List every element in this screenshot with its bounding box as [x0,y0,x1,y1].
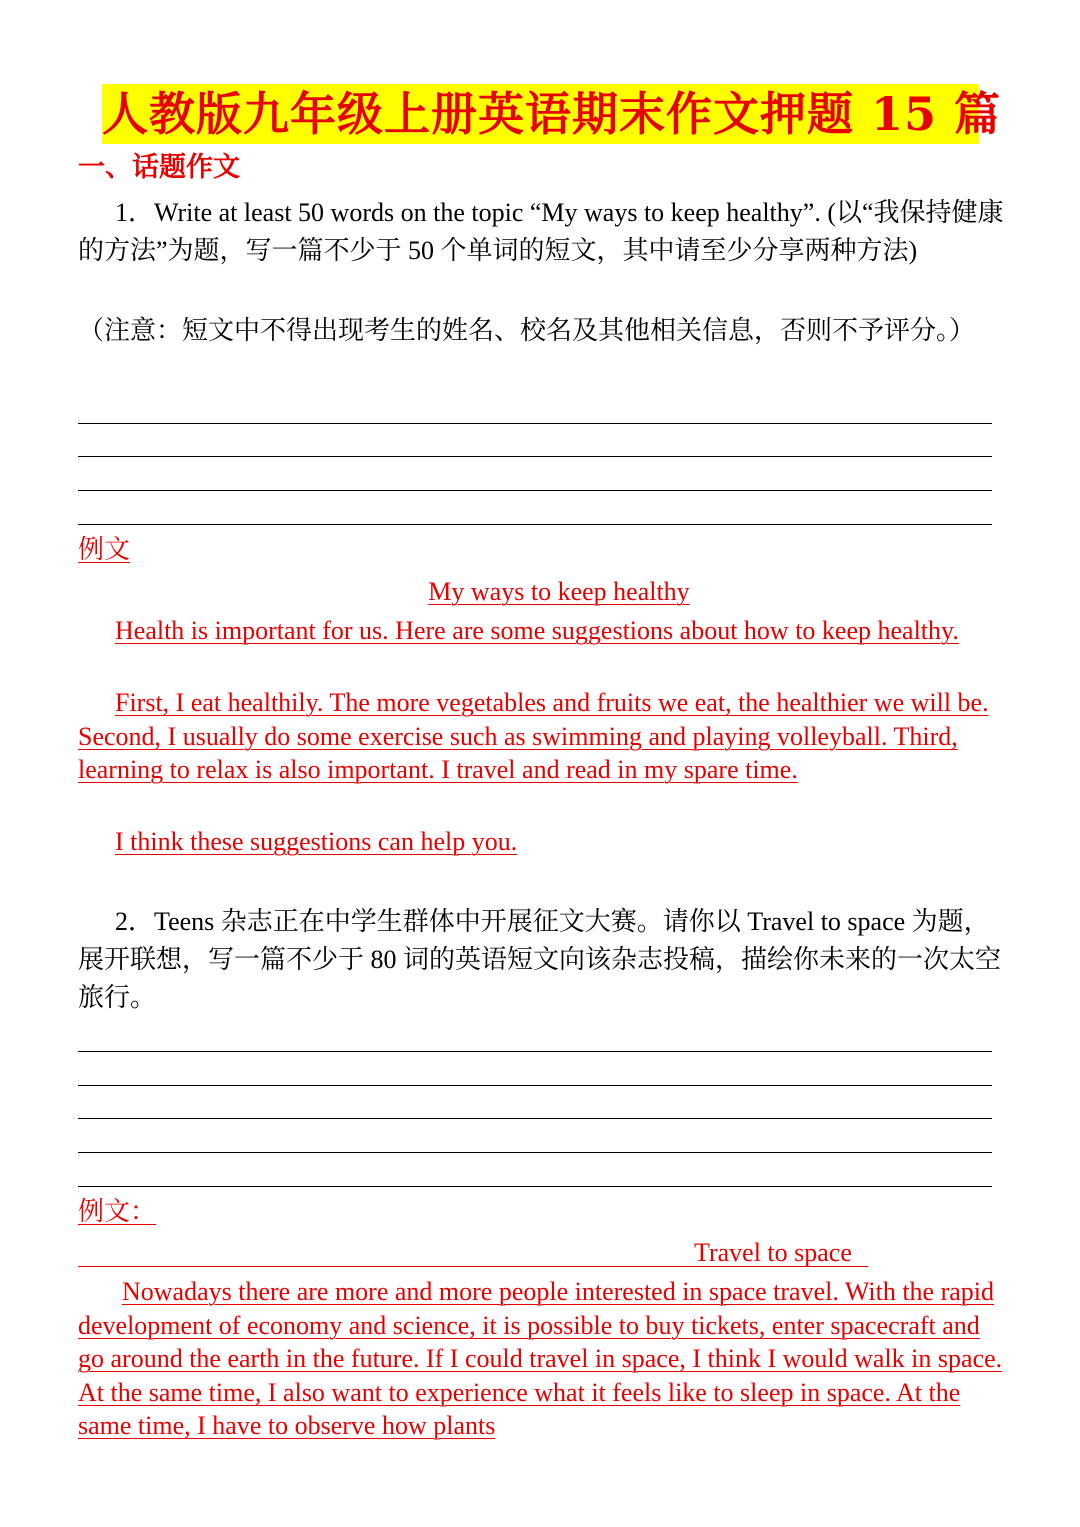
answer-line [78,1152,992,1153]
answer-line [78,1118,992,1119]
answer-line [78,1186,992,1187]
answer-line [78,1051,992,1052]
example-1-title-text: My ways to keep healthy [428,577,690,606]
example-1-title [78,575,1040,609]
example-1-paragraph: First, I eat healthily. The more vegetables and fruits we eat, the healthier we will be. Second, I usually do some exercise such as swimming and playing volleyball. Third, learning to relax is also important. I travel and read in my spare time. [78,688,989,784]
example-label: 例文 [78,535,131,565]
answer-line [78,423,992,424]
question-1-text: 1．Write at least 50 words on the topic “My ways to keep healthy”. (以“我保持健康的方法”为题，写一篇不少于 50 个单词的短文，其中请至少分享两种方法) [78,198,1004,265]
answer-line [78,524,992,525]
example-2-title: Travel to space [694,1238,852,1267]
answer-line [78,456,992,457]
example-1-paragraph: I think these suggestions can help you. [115,827,518,856]
example-label: 例文： [78,1197,157,1227]
example-1-paragraph: Health is important for us. Here are some suggestions about how to keep healthy. [115,616,959,645]
section-heading: 一、话题作文 [78,152,240,183]
question-1-note: （注意：短文中不得出现考生的姓名、校名及其他相关信息，否则不予评分。） [78,316,976,346]
page-title: 人教版九年级上册英语期末作文押题 15 篇 [102,84,979,144]
question-2-text: 2．Teens 杂志正在中学生群体中开展征文大赛。请你以 Travel to space 为题，展开联想，写一篇不少于 80 词的英语短文向该杂志投稿，描绘你未来的一次太空旅行。 [78,907,1002,1012]
example-2-paragraph: Nowadays there are more and more people interested in space travel. With the rapid development of economy and science, it is possible to buy tickets, enter spacecraft and go around the earth in the future. If I could travel in space, I think I would walk in space. At the same time, I also want to experience what it feels like to sleep in space. At the same time, I have to observe how plants [78,1277,1003,1440]
answer-line [78,490,992,491]
answer-line [78,1085,992,1086]
